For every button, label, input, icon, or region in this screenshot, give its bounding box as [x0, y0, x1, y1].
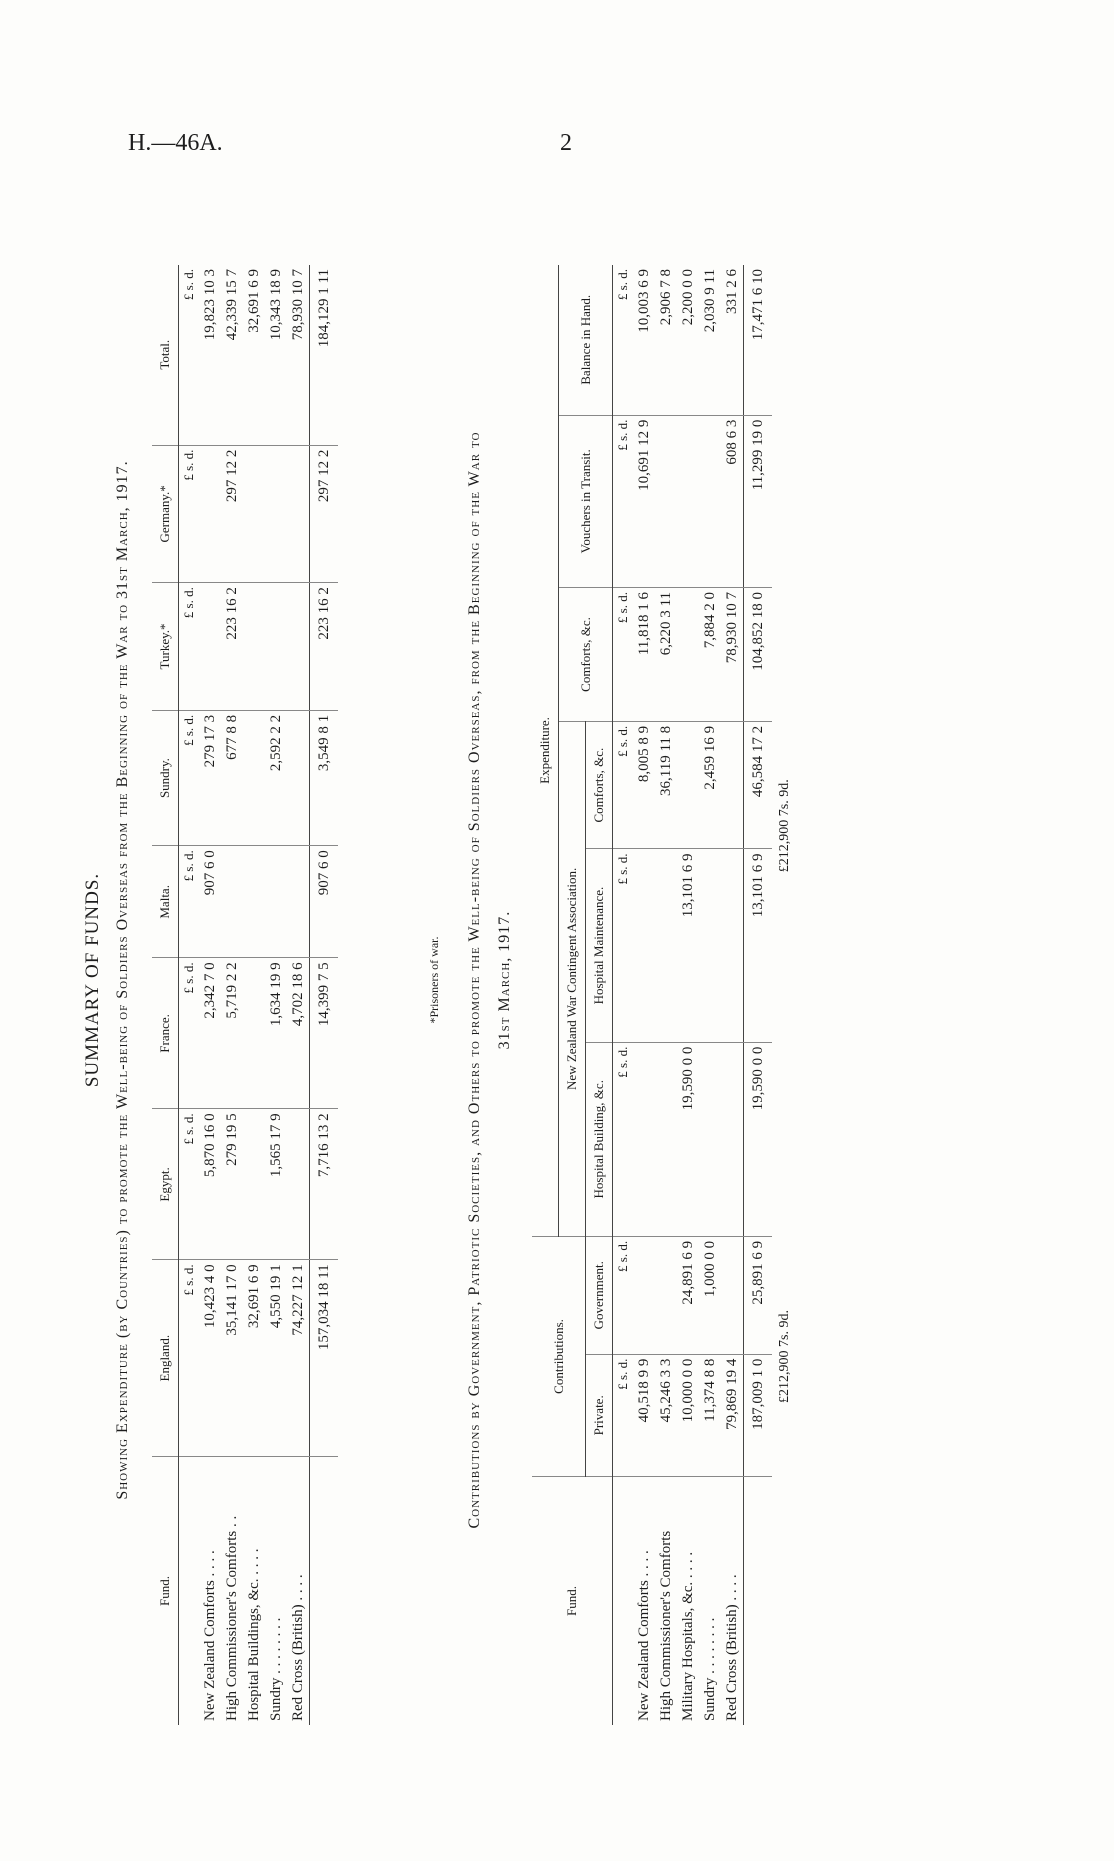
- col-germany: Germany.*: [152, 445, 179, 583]
- col-hospital-building: Hospital Building, &c.: [586, 1042, 613, 1236]
- table-cell: 1,565 17 9: [265, 1109, 287, 1260]
- table-cell: 32,691 6 9: [243, 265, 265, 445]
- table-cell: [677, 415, 699, 587]
- total-cell: 184,129 1 11: [310, 265, 339, 445]
- fund-name: Sundry . . . . . . . .: [701, 1617, 718, 1721]
- units-row: [613, 265, 634, 1725]
- table-cell: [655, 1236, 677, 1354]
- units-cell: £ s. d.: [179, 265, 200, 445]
- table-cell: 19,823 10 3: [199, 265, 221, 445]
- col-sundry: Sundry.: [152, 710, 179, 845]
- table-cell: [677, 721, 699, 849]
- table-cell: 74,227 12 1: [287, 1260, 310, 1457]
- table-cell: [287, 583, 310, 711]
- total-cell: 907 6 0: [310, 846, 339, 958]
- table-row: [199, 265, 221, 1725]
- page-reference: H.—46A.: [128, 130, 223, 156]
- table-cell: 1,000 0 0: [699, 1236, 721, 1354]
- units-cell: £ s. d.: [179, 1109, 200, 1260]
- table-cell: [633, 1236, 655, 1354]
- contributions-table: [532, 265, 798, 1725]
- units-cell: £ s. d.: [179, 710, 200, 845]
- table-cell: [265, 846, 287, 958]
- table-cell: 10,003 6 9: [633, 265, 655, 415]
- units-cell: £ s. d.: [613, 1236, 634, 1354]
- table-cell: 32,691 6 9: [243, 1260, 265, 1457]
- table-cell: [199, 445, 221, 583]
- table-cell: [287, 710, 310, 845]
- summary-table: [152, 265, 338, 1725]
- table-row: [633, 265, 655, 1725]
- table-row: [243, 265, 265, 1725]
- table-cell: 45,246 3 3: [655, 1354, 677, 1476]
- totals-row: [744, 265, 773, 1725]
- total-cell: 297 12 2: [310, 445, 339, 583]
- total-cell: 17,471 6 10: [744, 265, 773, 415]
- table-cell: 11,374 8 8: [699, 1354, 721, 1476]
- fund-name: High Commissioner's Comforts . .: [223, 1515, 240, 1721]
- total-cell: 223 16 2: [310, 583, 339, 711]
- footnote: *Prisoners of war.: [427, 936, 441, 1024]
- rotated-content: [82, 155, 1002, 1805]
- table-cell: 79,869 19 4: [721, 1354, 744, 1476]
- group-contributions: Contributions.: [532, 1236, 586, 1476]
- units-cell: [179, 1457, 200, 1726]
- table-cell: 5,870 16 0: [199, 1109, 221, 1260]
- table-row: [265, 265, 287, 1725]
- col-fund: Fund.: [152, 1457, 179, 1726]
- table-cell: 13,101 6 9: [677, 849, 699, 1042]
- units-cell: £ s. d.: [179, 445, 200, 583]
- table-cell: 10,423 4 0: [199, 1260, 221, 1457]
- total-cell: 104,852 18 0: [744, 588, 773, 722]
- table-cell: [699, 415, 721, 587]
- table-cell: [655, 415, 677, 587]
- units-cell: £ s. d.: [613, 1042, 634, 1236]
- table-cell: [243, 846, 265, 958]
- table-cell: 2,906 7 8: [655, 265, 677, 415]
- table-cell: [243, 583, 265, 711]
- total-cell: 3,549 8 1: [310, 710, 339, 845]
- total-cell: [744, 1477, 773, 1726]
- table-row: [677, 265, 699, 1725]
- table-cell: [655, 1042, 677, 1236]
- units-cell: £ s. d.: [613, 415, 634, 587]
- table-cell: [243, 958, 265, 1109]
- total-cell: 19,590 0 0: [744, 1042, 773, 1236]
- table-cell: 6,220 3 11: [655, 588, 677, 722]
- table-cell: 40,518 9 9: [633, 1354, 655, 1476]
- contributions-group-row: [532, 265, 559, 1725]
- total-cell: 7,716 13 2: [310, 1109, 339, 1260]
- col-england: England.: [152, 1260, 179, 1457]
- table-cell: [633, 849, 655, 1042]
- table-row: [699, 265, 721, 1725]
- table-cell: [721, 721, 744, 849]
- col-hospital-maintenance: Hospital Maintenance.: [586, 849, 613, 1042]
- table-cell: 279 17 3: [199, 710, 221, 845]
- table-cell: 4,550 19 1: [265, 1260, 287, 1457]
- col-balance: Balance in Hand.: [559, 265, 613, 415]
- table-cell: 8,005 8 9: [633, 721, 655, 849]
- table-cell: 2,592 2 2: [265, 710, 287, 845]
- table-cell: 2,342 7 0: [199, 958, 221, 1109]
- fund-name: Military Hospitals, &c. . . . .: [679, 1551, 696, 1721]
- units-cell: £ s. d.: [613, 588, 634, 722]
- table-cell: 331 2 6: [721, 265, 744, 415]
- units-cell: £ s. d.: [179, 583, 200, 711]
- table-cell: 677 8 8: [221, 710, 243, 845]
- units-cell: £ s. d.: [613, 849, 634, 1042]
- table-cell: 7,884 2 0: [699, 588, 721, 722]
- table-cell: 10,691 12 9: [633, 415, 655, 587]
- table-row: [221, 265, 243, 1725]
- summary-header-row: [152, 265, 179, 1725]
- totals-row: [310, 265, 339, 1725]
- col-total: Total.: [152, 265, 179, 445]
- table-cell: [243, 710, 265, 845]
- table-cell: [265, 445, 287, 583]
- table-cell: 19,590 0 0: [677, 1042, 699, 1236]
- table-cell: 223 16 2: [221, 583, 243, 711]
- grand-total-expenditure: £212,900 7s. 9d.: [777, 779, 792, 873]
- table-row: [287, 265, 310, 1725]
- table-cell: 5,719 2 2: [221, 958, 243, 1109]
- summary-subtitle: Showing Expenditure (by Countries) to promote the Well-being of Soldiers Overseas from the Beginning of the War to 31st March, 1917.: [114, 460, 131, 1500]
- total-cell: 13,101 6 9: [744, 849, 773, 1042]
- table-cell: [221, 846, 243, 958]
- units-cell: £ s. d.: [179, 1260, 200, 1457]
- table-cell: [265, 583, 287, 711]
- units-cell: £ s. d.: [179, 846, 200, 958]
- contributions-title-line1: Contributions by Government, Patriotic Societies, and Others to promote the Well-being of Soldiers Overseas, from the Beginning of the War to: [466, 431, 483, 1529]
- table-cell: 608 6 3: [721, 415, 744, 587]
- col-vouchers: Vouchers in Transit.: [559, 415, 613, 587]
- fund-name: Red Cross (British) . . . .: [289, 1574, 306, 1721]
- table-cell: 2,459 16 9: [699, 721, 721, 849]
- table-cell: 11,818 1 6: [633, 588, 655, 722]
- page-number: 2: [560, 130, 572, 156]
- table-cell: [699, 1042, 721, 1236]
- fund-name: Red Cross (British) . . . .: [723, 1574, 740, 1721]
- units-row: [179, 265, 200, 1725]
- table-cell: [655, 849, 677, 1042]
- contributions-title-line2: 31st March, 1917.: [496, 910, 513, 1050]
- table-cell: [633, 1042, 655, 1236]
- table-cell: 1,634 19 9: [265, 958, 287, 1109]
- table-row: [721, 265, 744, 1725]
- total-cell: 14,399 7 5: [310, 958, 339, 1109]
- col-turkey: Turkey.*: [152, 583, 179, 711]
- total-cell: 11,299 19 0: [744, 415, 773, 587]
- units-cell: £ s. d.: [613, 721, 634, 849]
- total-cell: 157,034 18 11: [310, 1260, 339, 1457]
- units-cell: £ s. d.: [613, 1354, 634, 1476]
- table-cell: 279 19 5: [221, 1109, 243, 1260]
- col-fund: Fund.: [532, 1477, 613, 1726]
- table-cell: 10,343 18 9: [265, 265, 287, 445]
- col-malta: Malta.: [152, 846, 179, 958]
- total-cell: 25,891 6 9: [744, 1236, 773, 1354]
- col-comforts-other: Comforts, &c.: [559, 588, 613, 722]
- table-cell: [199, 583, 221, 711]
- fund-name: New Zealand Comforts . . . .: [635, 1550, 652, 1721]
- blank-cell: [772, 265, 798, 415]
- table-cell: 78,930 10 7: [287, 265, 310, 445]
- units-cell: £ s. d.: [179, 958, 200, 1109]
- table-cell: 4,702 18 6: [287, 958, 310, 1109]
- table-cell: 907 6 0: [199, 846, 221, 958]
- table-cell: [243, 445, 265, 583]
- table-cell: 36,119 11 8: [655, 721, 677, 849]
- table-cell: [287, 445, 310, 583]
- col-egypt: Egypt.: [152, 1109, 179, 1260]
- table-cell: 42,339 15 7: [221, 265, 243, 445]
- fund-name: Sundry . . . . . . . .: [267, 1617, 284, 1721]
- table-cell: [721, 849, 744, 1042]
- col-government: Government.: [586, 1236, 613, 1354]
- col-france: France.: [152, 958, 179, 1109]
- fund-name: New Zealand Comforts . . . .: [201, 1550, 218, 1721]
- table-cell: [721, 1236, 744, 1354]
- total-cell: 187,009 1 0: [744, 1354, 773, 1476]
- table-cell: 78,930 10 7: [721, 588, 744, 722]
- table-cell: 24,891 6 9: [677, 1236, 699, 1354]
- blank-cell: [772, 1477, 798, 1726]
- table-cell: [677, 588, 699, 722]
- fund-name: High Commissioner's Comforts: [657, 1530, 674, 1721]
- col-private: Private.: [586, 1354, 613, 1476]
- table-cell: [243, 1109, 265, 1260]
- table-cell: [721, 1042, 744, 1236]
- table-cell: [287, 1109, 310, 1260]
- col-comforts-nz: Comforts, &c.: [586, 721, 613, 849]
- total-cell: [310, 1457, 339, 1726]
- group-nz-association: New Zealand War Contingent Association.: [559, 721, 586, 1236]
- grand-total-row: [772, 265, 798, 1725]
- fund-name: Hospital Buildings, &c. . . . .: [245, 1548, 262, 1721]
- table-cell: [699, 849, 721, 1042]
- table-cell: 2,030 9 11: [699, 265, 721, 415]
- summary-title: SUMMARY OF FUNDS.: [82, 872, 103, 1088]
- units-cell: £ s. d.: [613, 265, 634, 415]
- table-row: [655, 265, 677, 1725]
- group-expenditure: Expenditure.: [532, 265, 559, 1236]
- table-cell: 10,000 0 0: [677, 1354, 699, 1476]
- table-cell: [287, 846, 310, 958]
- table-cell: 297 12 2: [221, 445, 243, 583]
- table-cell: 2,200 0 0: [677, 265, 699, 415]
- table-cell: 35,141 17 0: [221, 1260, 243, 1457]
- units-cell: [613, 1477, 634, 1726]
- grand-total-contributions: £212,900 7s. 9d.: [777, 1309, 792, 1403]
- total-cell: 46,584 17 2: [744, 721, 773, 849]
